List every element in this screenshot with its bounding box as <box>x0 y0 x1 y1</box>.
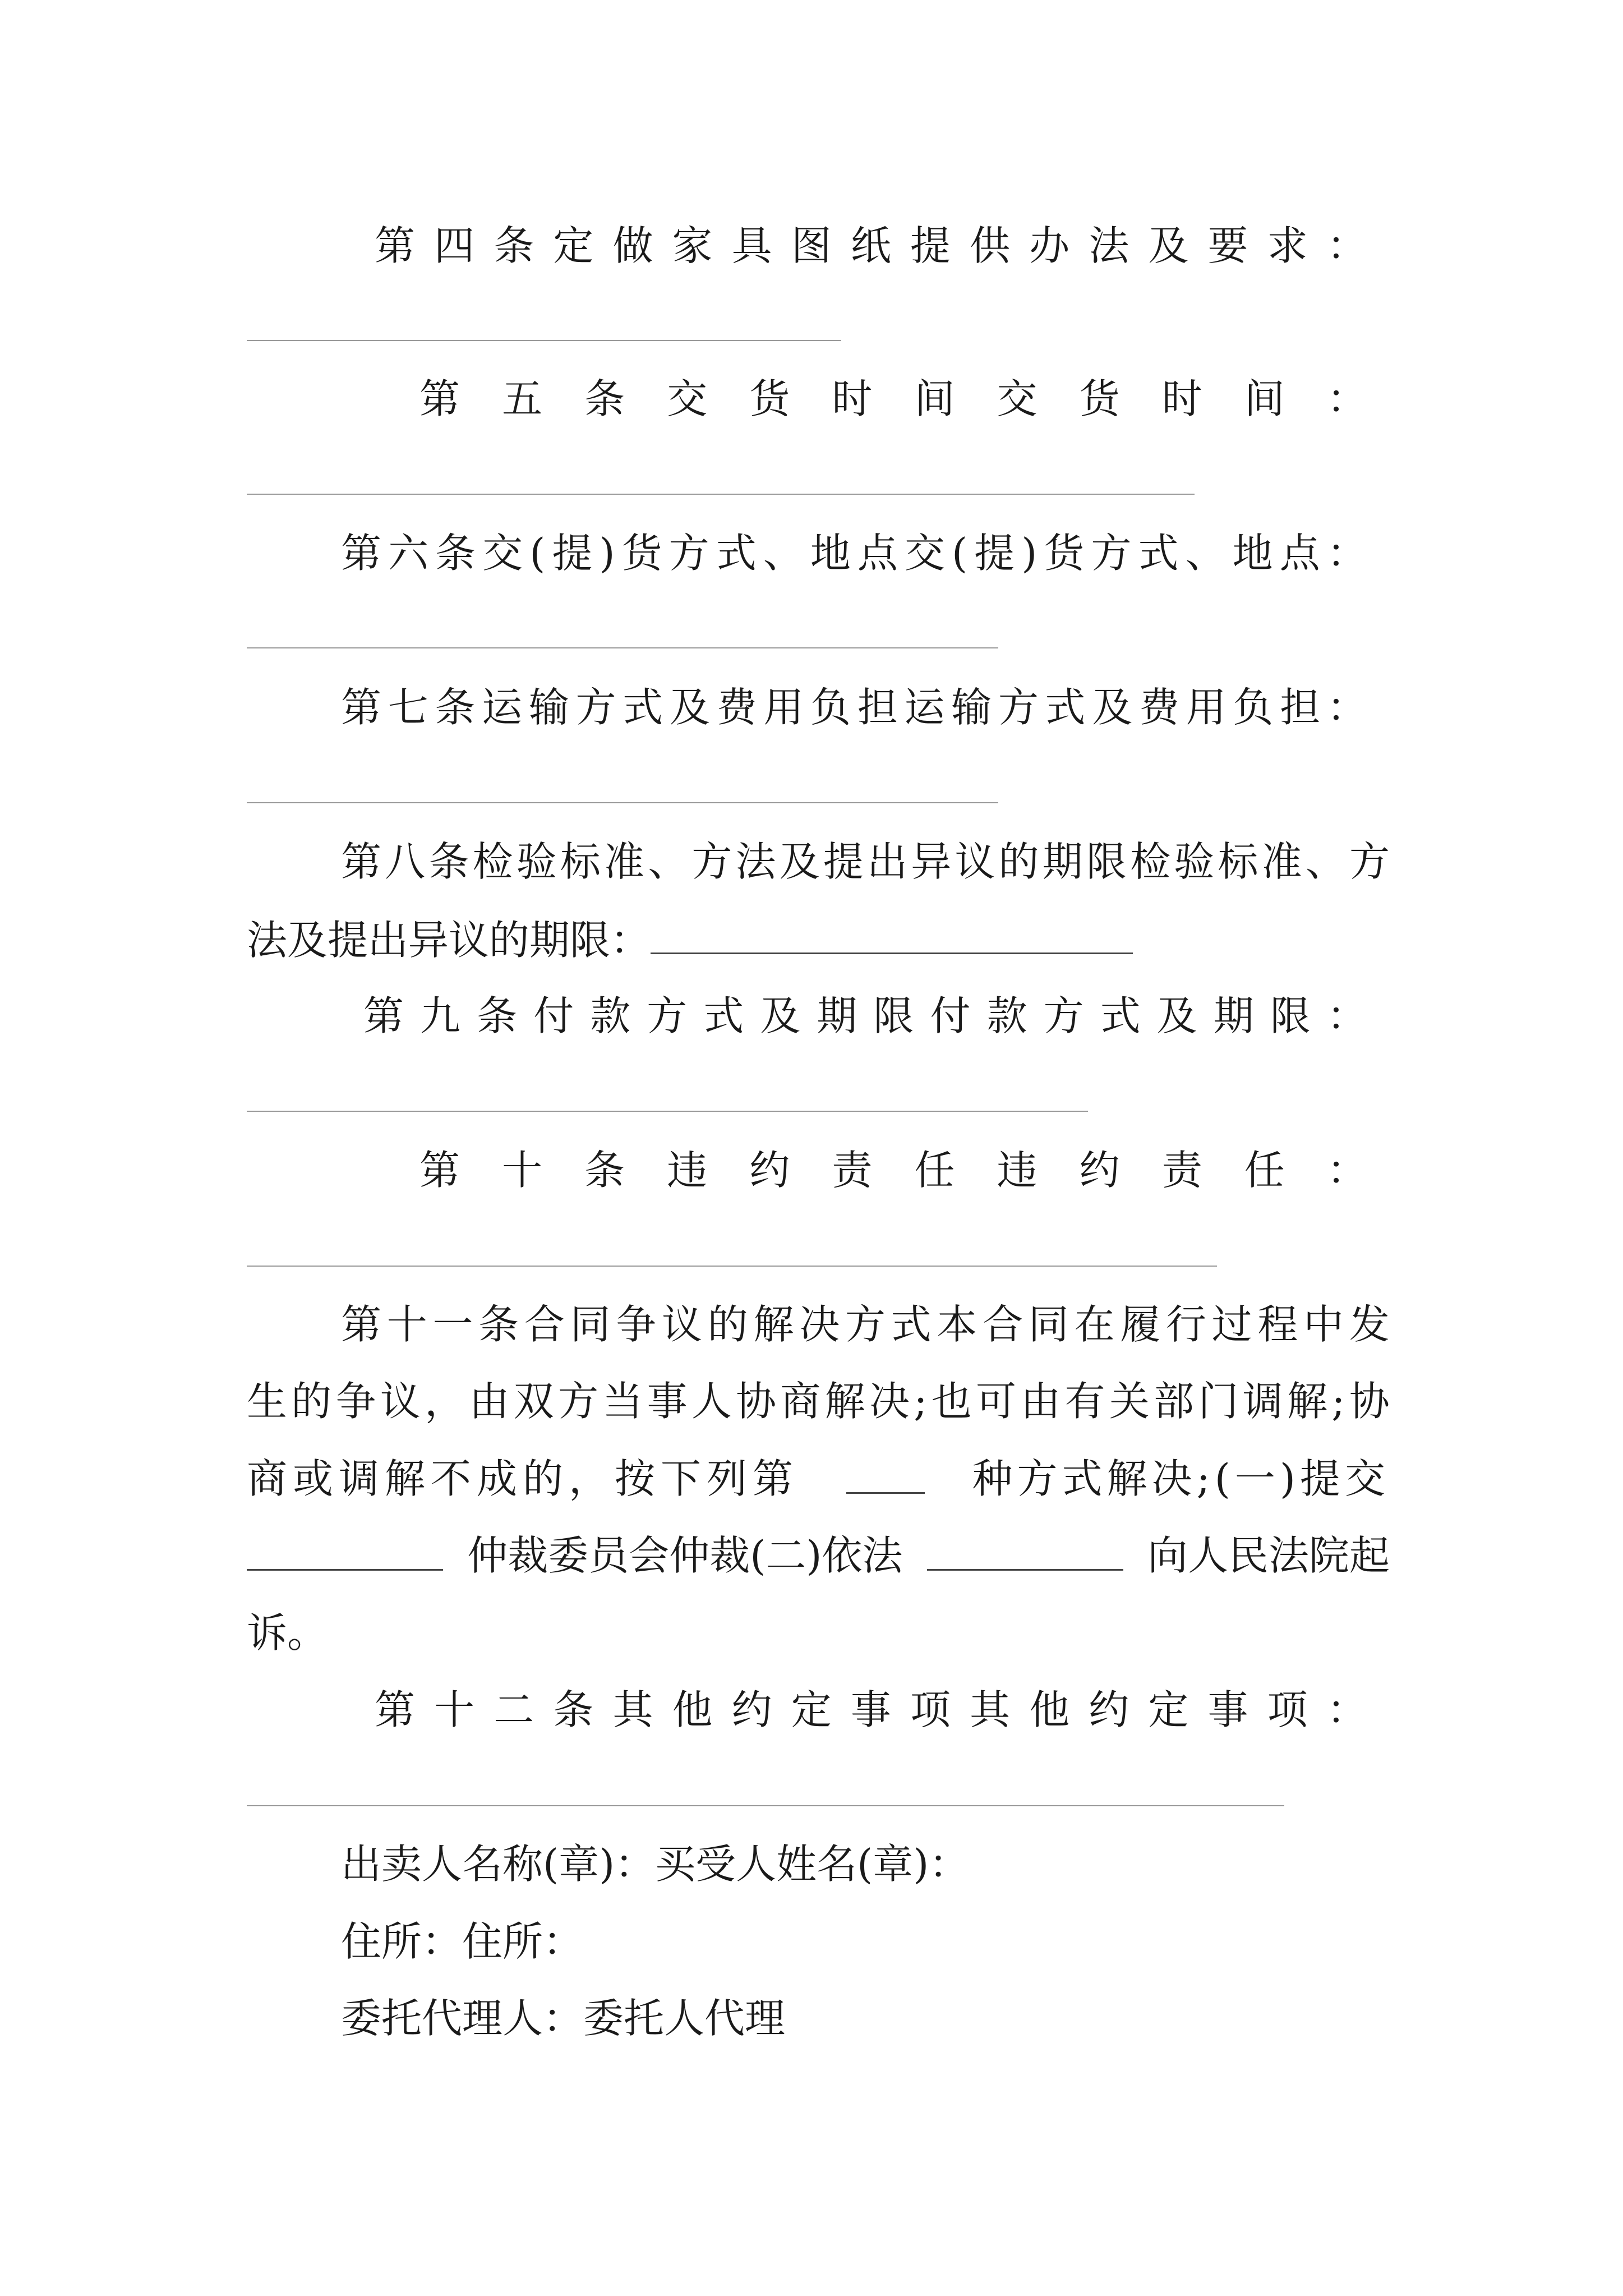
article-7: 第 七 条 运 输 方 式 及 费 用 负 担 运 输 方 式 及 费 用 负 担 ： <box>341 684 1367 731</box>
article-11-line-5: 诉。 <box>247 1609 328 1657</box>
fill-line-4 <box>247 340 841 341</box>
fill-line-12 <box>247 1805 1284 1806</box>
signature-agent: 委托代理人：委托人代理 <box>341 1995 786 2042</box>
article-5: 第 五 条 交 货 时 间 交 货 时 间 ： <box>419 375 1367 422</box>
fill-blank-court <box>927 1535 1123 1571</box>
fill-blank-method <box>846 1458 925 1494</box>
fill-blank-8 <box>651 919 1133 954</box>
article-11-line-1: 第 十 一 条 合 同 争 议 的 解 决 方 式 本 合 同 在 履 行 过 程 中 发 <box>341 1301 1390 1348</box>
signature-parties: 出卖人名称(章)：买受人姓名(章)： <box>341 1841 970 1888</box>
fill-line-7 <box>247 802 998 803</box>
article-10: 第 十 条 违 约 责 任 违 约 责 任 ： <box>419 1147 1367 1194</box>
article-11-line-4-middle: 仲裁委员会仲裁(二)依法 <box>467 1532 903 1579</box>
article-11-line-4 <box>247 1532 1390 1579</box>
article-11-line-3 <box>247 1455 1390 1502</box>
fill-line-10 <box>247 1266 1217 1267</box>
article-11-line-4-end: 向人民法院起 <box>1147 1532 1390 1579</box>
fill-line-5 <box>247 494 1195 495</box>
fill-line-9 <box>247 1111 1088 1112</box>
article-6: 第 六 条 交 ( 提 ) 货 方 式 、 地 点 交 ( 提 ) 货 方 式 、 地 点 ： <box>341 530 1367 577</box>
article-11-line-3-start: 商或调解不成的，按下列第 <box>247 1455 799 1502</box>
article-8-line-2 <box>247 917 1133 964</box>
signature-address: 住所：住所： <box>341 1918 584 1965</box>
article-12: 第 十 二 条 其 他 约 定 事 项 其 他 约 定 事 项 ： <box>375 1686 1367 1733</box>
article-4: 第 四 条 定 做 家 具 图 纸 提 供 办 法 及 要 求 ： <box>375 222 1367 269</box>
fill-line-6 <box>247 647 998 648</box>
article-9: 第 九 条 付 款 方 式 及 期 限 付 款 方 式 及 期 限 ： <box>363 992 1367 1039</box>
article-11-line-3-end: 种方式解决;(一)提交 <box>972 1455 1390 1502</box>
article-8-line-2-text: 法及提出异议的期限： <box>247 917 651 964</box>
fill-blank-arbitration <box>247 1535 443 1571</box>
article-11-line-2: 生 的 争 议 ， 由 双 方 当 事 人 协 商 解 决 ; 也 可 由 有 关 部 门 调 解 ; 协 <box>247 1378 1390 1425</box>
article-8-line-1: 第 八 条 检 验 标 准 、 方 法 及 提 出 异 议 的 期 限 检 验 标 准 、 方 <box>341 838 1390 885</box>
